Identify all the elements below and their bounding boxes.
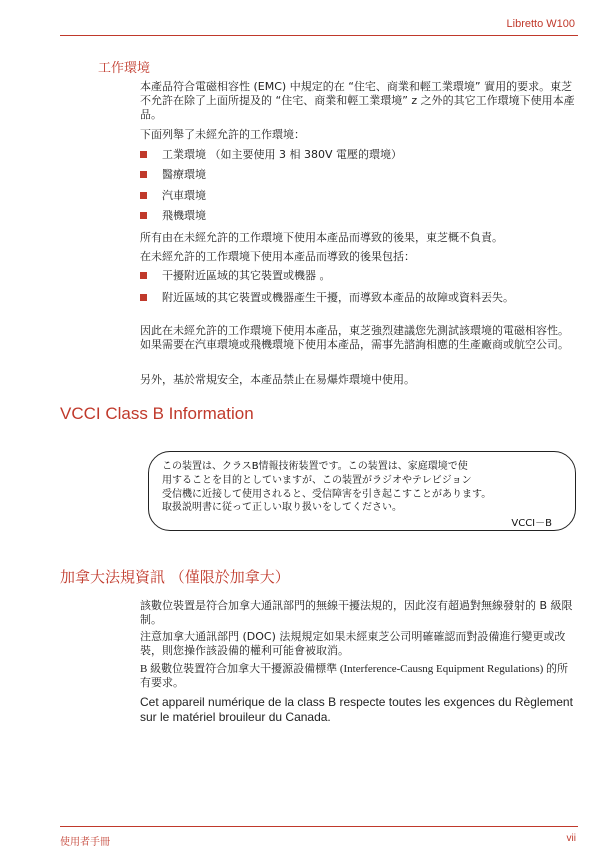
footer-page-number: vii [566, 833, 576, 844]
section-heading-canada: 加拿大法規資訊 （僅限於加拿大） [60, 568, 290, 586]
bullet-text: 干擾附近區域的其它裝置或機器 。 [162, 269, 331, 282]
footer-manual-title: 使用者手冊 [60, 837, 110, 848]
bullet-text: 附近區域的其它裝置或機器產生干擾，而導致本產品的故障或資料丟失。 [162, 291, 514, 304]
vcci-line: 用することを目的としていますが、この装置がラジオやテレビジョン [162, 475, 472, 486]
bullet-square-icon [140, 294, 147, 301]
bullet-text: 工業環境 （如主要使用 3 相 380V 電壓的環境） [162, 148, 403, 161]
footer-divider [60, 826, 578, 827]
section-heading-work-environment: 工作環境 [98, 61, 151, 76]
header-title: Libretto W100 [506, 18, 575, 30]
emc-paragraph: 本產品符合電磁相容性 (EMC) 中規定的在 “住宅、商業和輕工業環境” 實用的要求。東芝不允許在除了上面所提及的 “住宅、商業和輕工業環境” z 之外的其它工作環境下使用本產品。 [140, 80, 575, 121]
bullet-square-icon [140, 171, 147, 178]
unpermitted-env-intro: 下面列舉了未經允許的工作環境： [140, 128, 305, 141]
bullet-square-icon [140, 151, 147, 158]
bullet-square-icon [140, 212, 147, 219]
bullet-text: 汽車環境 [162, 189, 206, 202]
safety-paragraph: 另外，基於常規安全，本產品禁止在易爆炸環境中使用。 [140, 373, 415, 386]
bullet-text: 飛機環境 [162, 209, 206, 222]
bullet-square-icon [140, 272, 147, 279]
bullet-text: 醫療環境 [162, 168, 206, 181]
vcci-line: この装置は、クラスB情報技術装置です。この装置は、家庭環境で使 [162, 461, 468, 472]
emc-test-paragraph: 因此在未經允許的工作環境下使用本產品，東芝強烈建議您先測試該環境的電磁相容性。如果需要在汽車環境或飛機環境下使用本產品，需事先諮詢相應的生產廠商或航空公司。 [140, 324, 569, 351]
canada-paragraph-2: 注意加拿大通訊部門 (DOC) 法規規定如果未經東芝公司明確確認而對設備進行變更或改裝，則您操作該設備的權利可能會被取消。 [140, 630, 566, 657]
vcci-line: 取扱説明書に従って正しい取り扱いをしてください。 [162, 502, 402, 513]
consequences-intro: 在未經允許的工作環境下使用本產品而導致的後果包括： [140, 250, 415, 263]
liability-paragraph: 所有由在未經允許的工作環境下使用本產品而導致的後果，東芝概不負責。 [140, 231, 503, 244]
canada-paragraph-1: 該數位裝置是符合加拿大通訊部門的無線干擾法規的，因此沒有超過對無線發射的 B 級限制。 [140, 599, 573, 626]
canada-french-paragraph: Cet appareil numérique de la class B respecte toutes les exgences du Règlement sur le matériel brouileur du Canada. [140, 695, 573, 724]
bullet-square-icon [140, 192, 147, 199]
vcci-signature: VCCI－B [511, 518, 552, 529]
section-heading-vcci: VCCI Class B Information [60, 404, 254, 423]
canada-paragraph-3: B 級數位裝置符合加拿大干擾源設備標準 (Interference-Causng Equipment Regulations) 的所有要求。 [140, 663, 569, 689]
vcci-line: 受信機に近接して使用されると、受信障害を引き起こすことがあります。 [162, 489, 492, 500]
header-divider [60, 35, 578, 36]
